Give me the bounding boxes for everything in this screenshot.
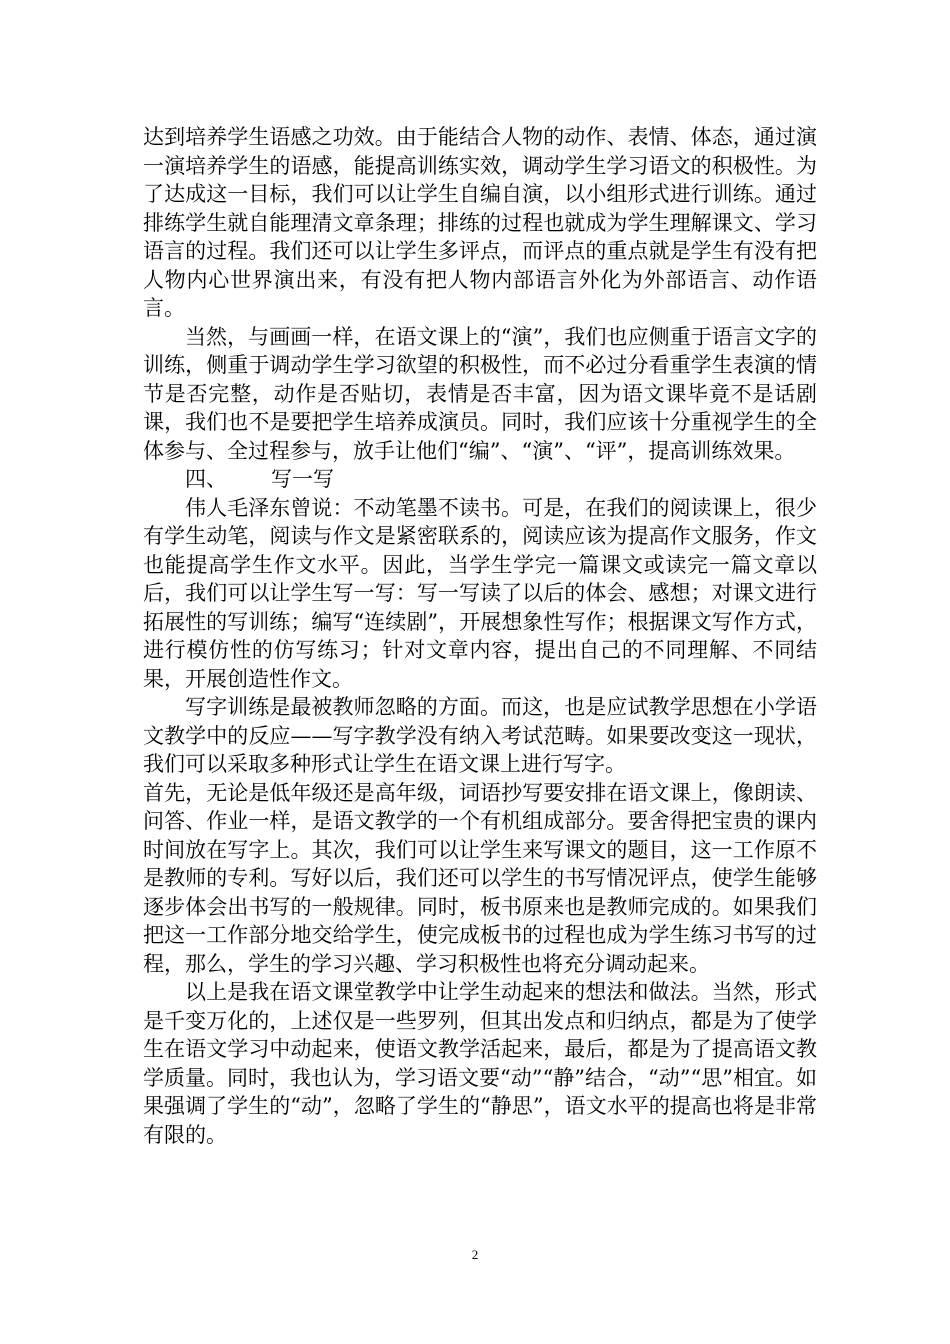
paragraph: 达到培养学生语感之功效。由于能结合人物的动作、表情、体态，通过演一演培养学生的语感，能提高训练实效，调动学生学习语文的积极性。为了达成这一目标，我们可以让学生自编自演，以小组形式进行训练。通过排练学生就自能理清文章条理；排练的过程也就成为学生理解课文、学习语言的过程。我们还可以让学生多评点，而评点的重点就是学生有没有把人物内心世界演出来，有没有把人物内部语言外化为外部语言、动作语言。 — [143, 125, 817, 320]
section-number: 四、 — [185, 467, 227, 491]
document-body — [143, 123, 817, 1149]
paragraph: 写字训练是最被教师忽略的方面。而这，也是应试教学思想在小学语文教学中的反应——写字教学没有纳入考试范畴。如果要改变这一现状，我们可以采取多种形式让学生在语文课上进行写字。 — [143, 695, 817, 776]
section-title: 写一写 — [271, 467, 334, 491]
paragraph: 当然，与画画一样，在语文课上的“演”，我们也应侧重于语言文字的训练，侧重于调动学生学习欲望的积极性，而不必过分看重学生表演的情节是否完整，动作是否贴切，表情是否丰富，因为语文课毕竟不是话剧课，我们也不是要把学生培养成演员。同时，我们应该十分重视学生的全体参与、全过程参与，放手让他们“编”、“演”、“评”，提高训练效果。 — [143, 324, 817, 463]
section-heading — [143, 465, 817, 494]
page-number: 2 — [471, 1247, 479, 1262]
paragraph: 以上是我在语文课堂教学中让学生动起来的想法和做法。当然，形式是千变万化的，上述仅是一些罗列，但其出发点和归纳点，都是为了使学生在语文学习中动起来，使语文教学活起来，最后，都是为了提高语文教学质量。同时，我也认为，学习语文要“动”“静”结合，“动”“思”相宜。如果强调了学生的“动”，忽略了学生的“静思”，语文水平的提高也将是非常有限的。 — [143, 980, 817, 1147]
paragraph: 首先，无论是低年级还是高年级，词语抄写要安排在语文课上，像朗读、问答、作业一样，是语文教学的一个有机组成部分。要舍得把宝贵的课内时间放在写字上。其次，我们可以让学生来写课文的题目，这一工作原不是教师的专利。写好以后，我们还可以学生的书写情况评点，使学生能够逐步体会出书写的一般规律。同时，板书原来也是教师完成的。如果我们把这一工作部分地交给学生，使完成板书的过程也成为学生练习书写的过程，那么，学生的学习兴趣、学习积极性也将充分调动起来。 — [143, 780, 817, 976]
paragraph: 伟人毛泽东曾说：不动笔墨不读书。可是，在我们的阅读课上，很少有学生动笔，阅读与作文是紧密联系的，阅读应该为提高作文服务，作文也能提高学生作文水平。因此，当学生学完一篇课文或读完一篇文章以后，我们可以让学生写一写：写一写读了以后的体会、感想；对课文进行拓展性的写训练；编写“连续剧”，开展想象性写作；根据课文写作方式，进行模仿性的仿写练习；针对文章内容，提出自己的不同理解、不同结果，开展创造性作文。 — [143, 495, 817, 691]
